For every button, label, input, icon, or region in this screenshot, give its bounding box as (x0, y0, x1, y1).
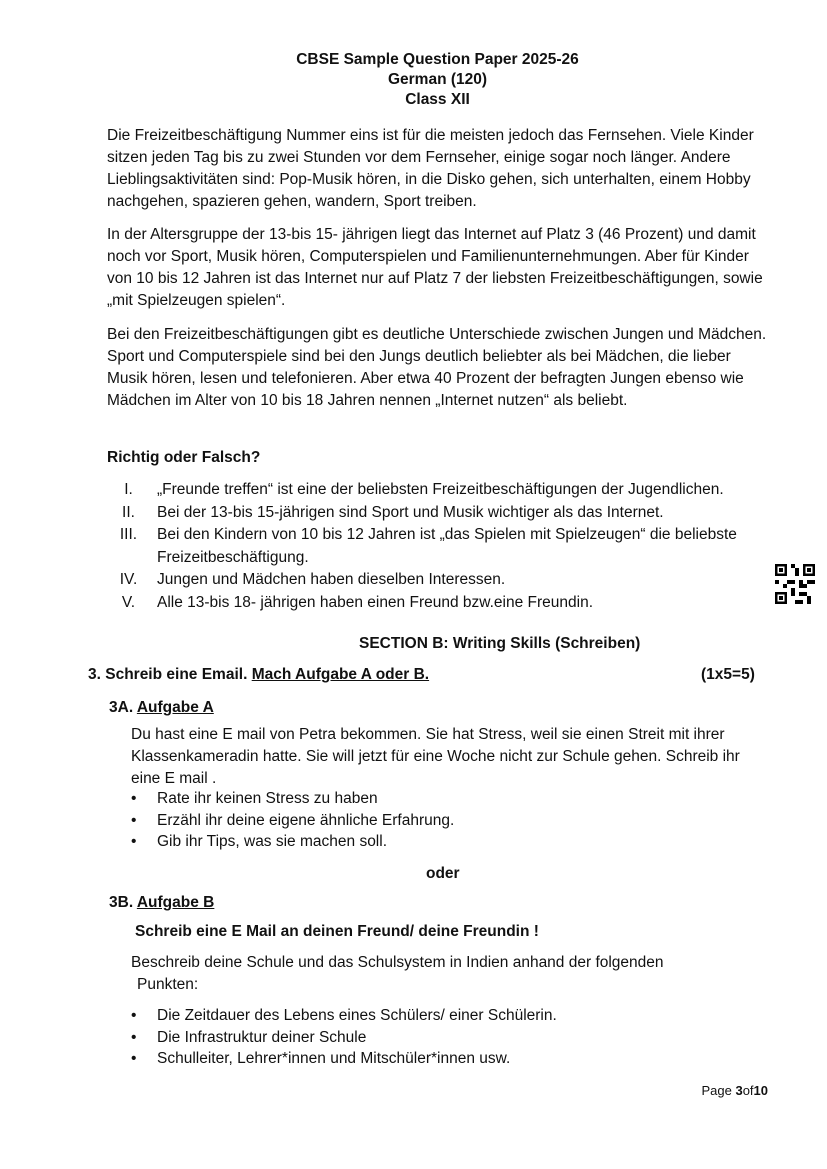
list-item: • Gib ihr Tips, was sie machen soll. (131, 831, 454, 853)
task-a-text: Du hast eine E mail von Petra bekommen. Sie hat Stress, weil sie einen Streit mit ihrer Klassenkameradin hatte. Sie will jetzt für eine Woche nicht zur Schule gehen. Schreib ihr eine E mail . (131, 726, 740, 787)
list-item: • Rate ihr keinen Stress zu haben (131, 788, 454, 810)
list-item (100, 502, 780, 525)
page-number (701, 1083, 768, 1098)
of-word: of (742, 1083, 754, 1098)
task-b-label: 3B. (109, 894, 134, 911)
oder-label: oder (426, 865, 460, 882)
page-total: 10 (753, 1083, 768, 1098)
task-a-label: 3A. (109, 699, 134, 716)
task-b-text-line-1: Beschreib deine Schule und das Schulsystem in Indien anhand der folgenden (131, 954, 664, 971)
task-b-text (131, 952, 771, 996)
bullet-text: Erzähl ihr deine eigene ähnliche Erfahrung. (157, 811, 455, 829)
question-3-prefix: 3. Schreib eine Email. (88, 666, 248, 683)
bullet-text: Rate ihr keinen Stress zu haben (157, 790, 378, 807)
item-number: I. (124, 481, 133, 498)
page-word: Page (701, 1083, 732, 1098)
item-number: II. (122, 503, 135, 521)
question-3-instruction: Mach Aufgabe A oder B. (251, 666, 430, 683)
item-number: V. (121, 593, 136, 611)
passage-paragraph-1: Die Freizeitbeschäftigung Nummer eins ist für die meisten jedoch das Fernsehen. Viele Kinder sitzen jeden Tag bis zu zwei Stunden vor dem Fernseher, einige sogar noch länger. Andere Lieblingsaktivitäten sind: Pop-Musik hören, in die Disko gehen, sich unterhalten, einem Hobby nachgehen, spazieren gehen, wandern, Sport treiben. (107, 127, 754, 210)
bullet-text: Schulleiter, Lehrer*innen und Mitschüler*innen usw. (157, 1050, 511, 1067)
list-item (100, 569, 780, 592)
question-3-heading (88, 665, 429, 685)
list-item: • Erzähl ihr deine eigene ähnliche Erfahrung. (131, 810, 454, 832)
item-text: Jungen und Mädchen haben dieselben Interessen. (157, 571, 506, 588)
item-text: Alle 13-bis 18- jährigen haben einen Freund bzw.eine Freundin. (157, 593, 594, 611)
task-a-heading (109, 698, 214, 718)
task-b-title: Aufgabe B (136, 894, 215, 911)
bullet-text: Die Infrastruktur deiner Schule (157, 1028, 367, 1046)
item-number: IV. (119, 571, 138, 588)
paper-title: CBSE Sample Question Paper 2025-26 (296, 51, 579, 68)
item-text: „Freunde treffen“ ist eine der beliebsten Freizeitbeschäftigungen der Jugendlichen. (157, 481, 724, 498)
task-a-bullet-list (131, 788, 454, 853)
page-current: 3 (735, 1083, 743, 1098)
list-item: • Die Infrastruktur deiner Schule (131, 1027, 557, 1049)
list-item: • Schulleiter, Lehrer*innen und Mitschüler*innen usw. (131, 1048, 557, 1070)
list-item (100, 592, 780, 615)
passage-paragraph-2: In der Altersgruppe der 13-bis 15- jährigen liegt das Internet auf Platz 3 (46 Prozent) und damit noch vor Sport, Musik hören, Computerspielen und Familienunternehmungen. Aber für Kinder von 10 bis 12 Jahren ist das Internet nur auf Platz 7 der liebsten Freizeitbeschäftigungen, sowie „mit Spielzeugen spielen“. (107, 226, 763, 309)
section-b-title: SECTION B: Writing Skills (Schreiben) (359, 635, 641, 652)
paper-class: Class XII (405, 91, 470, 108)
task-b-text-line-2: Punkten: (137, 976, 199, 993)
task-a-title: Aufgabe A (136, 699, 214, 716)
bullet-text: Die Zeitdauer des Lebens eines Schülers/ einer Schülerin. (157, 1007, 557, 1024)
task-b-bullet-list (131, 1005, 557, 1070)
task-b-subheading: Schreib eine E Mail an deinen Freund/ deine Freundin ! (135, 923, 539, 940)
item-text: Bei den Kindern von 10 bis 12 Jahren ist „das Spielen mit Spielzeugen“ die beliebste Freizeitbeschäftigung. (157, 526, 737, 566)
task-b-heading (109, 893, 214, 913)
list-item (100, 479, 780, 502)
list-item: • Die Zeitdauer des Lebens eines Schülers/ einer Schülerin. (131, 1005, 557, 1027)
list-item (100, 524, 780, 569)
paper-subject: German (120) (387, 71, 488, 88)
item-text: Bei der 13-bis 15-jährigen sind Sport und Musik wichtiger als das Internet. (157, 503, 664, 521)
true-false-heading: Richtig oder Falsch? (107, 449, 261, 466)
paper-header (0, 50, 827, 110)
true-false-list (100, 479, 780, 614)
passage-paragraph-3: Bei den Freizeitbeschäftigungen gibt es deutliche Unterschiede zwischen Jungen und Mädchen. Sport und Computerspiele sind bei den Jungs deutlich beliebter als bei Mädchen, die lieber Musik hören, lesen und telefonieren. Aber etwa 40 Prozent der befragten Jungen ebenso wie Mädchen im Alter von 10 bis 18 Jahren nennen „Internet nutzen“ als beliebt. (107, 326, 767, 409)
question-3-marks: (1x5=5) (701, 666, 755, 683)
bullet-text: Gib ihr Tips, was sie machen soll. (157, 833, 388, 850)
qr-code-icon (775, 564, 815, 604)
item-number: III. (119, 526, 138, 543)
